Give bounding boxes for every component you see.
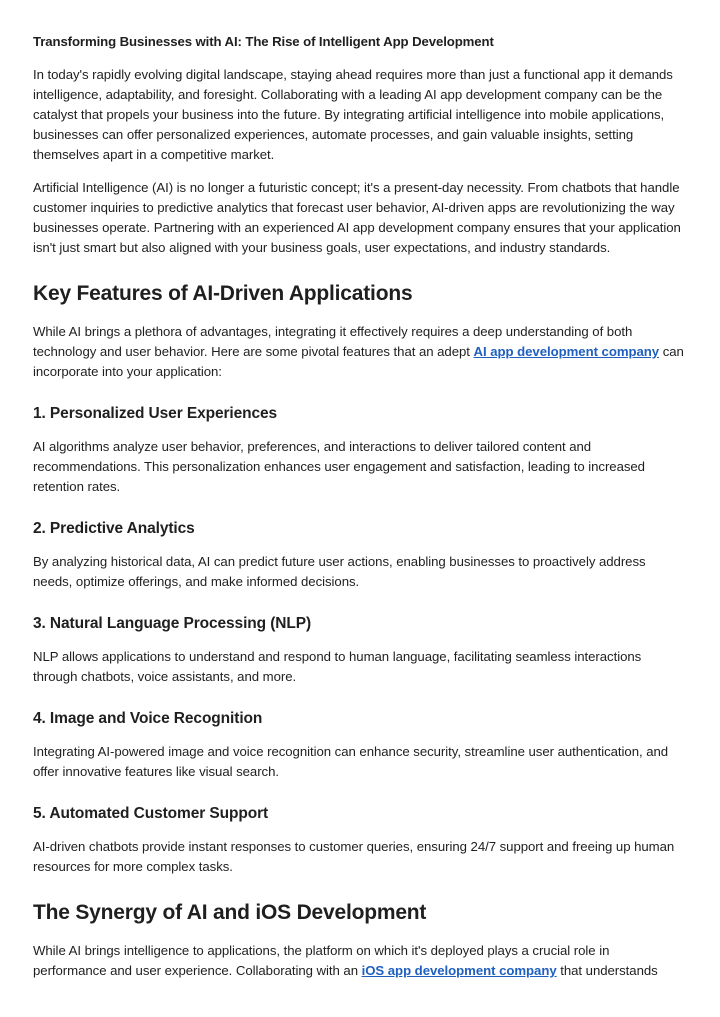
feature-5-body: AI-driven chatbots provide instant responses to customer queries, ensuring 24/7 support and freeing up human resources for more complex tasks. <box>33 839 675 874</box>
features-intro-text-before: While AI brings a plethora of advantages, integrating it effectively requires a deep understanding of both technology and user behavior. Here are some pivotal features that an adept <box>33 324 633 359</box>
feature-1-body: AI algorithms analyze user behavior, preferences, and interactions to deliver tailored content and recommendations. This personalization enhances user engagement and satisfaction, leading to increased retention rates. <box>33 439 645 494</box>
intro-paragraph-1: In today's rapidly evolving digital landscape, staying ahead requires more than just a functional app it demands intelligence, adaptability, and foresight. Collaborating with a leading AI app development company can be the catalyst that propels your business into the future. By integrating artificial intelligence into mobile applications, businesses can offer personalized experiences, automate processes, and gain valuable insights, setting themselves apart in a competitive market. <box>33 67 673 162</box>
synergy-intro-text-after: that understands <box>556 963 658 978</box>
ios-app-development-company-link[interactable]: iOS app development company <box>361 963 557 978</box>
document-title: Transforming Businesses with AI: The Rise of Intelligent App Development <box>33 34 494 49</box>
feature-3-body: NLP allows applications to understand and respond to human language, facilitating seamless interactions through chatbots, voice assistants, and more. <box>33 649 642 684</box>
synergy-intro-text-before: While AI brings intelligence to applications, the platform on which it's deployed plays a crucial role in performance and user experience. Collaborating with an <box>33 943 610 978</box>
feature-5-heading: 5. Automated Customer Support <box>33 805 269 822</box>
features-intro-paragraph <box>33 322 686 382</box>
intro-paragraph-2: Artificial Intelligence (AI) is no longer a futuristic concept; it's a present-day necessity. From chatbots that handle customer inquiries to predictive analytics that forecast user behavior, AI-driven apps are revolutionizing the way businesses operate. Partnering with an experienced AI app development company ensures that your application isn't just smart but also aligned with your business goals, user expectations, and industry standards. <box>33 180 681 255</box>
features-heading: Key Features of AI-Driven Applications <box>33 282 413 305</box>
feature-2-heading: 2. Predictive Analytics <box>33 520 195 537</box>
synergy-heading: The Synergy of AI and iOS Development <box>33 901 427 924</box>
feature-2-body: By analyzing historical data, AI can predict future user actions, enabling businesses to proactively address needs, optimize offerings, and make informed decisions. <box>33 554 646 589</box>
feature-3-heading: 3. Natural Language Processing (NLP) <box>33 615 312 632</box>
feature-1-heading: 1. Personalized User Experiences <box>33 405 278 422</box>
features-intro-text-after: can incorporate into your application: <box>33 344 684 379</box>
feature-4-body: Integrating AI-powered image and voice recognition can enhance security, streamline user authentication, and offer innovative features like visual search. <box>33 744 669 779</box>
synergy-intro-paragraph <box>33 941 686 981</box>
ai-app-development-company-link[interactable]: AI app development company <box>473 344 660 359</box>
feature-4-heading: 4. Image and Voice Recognition <box>33 710 263 727</box>
